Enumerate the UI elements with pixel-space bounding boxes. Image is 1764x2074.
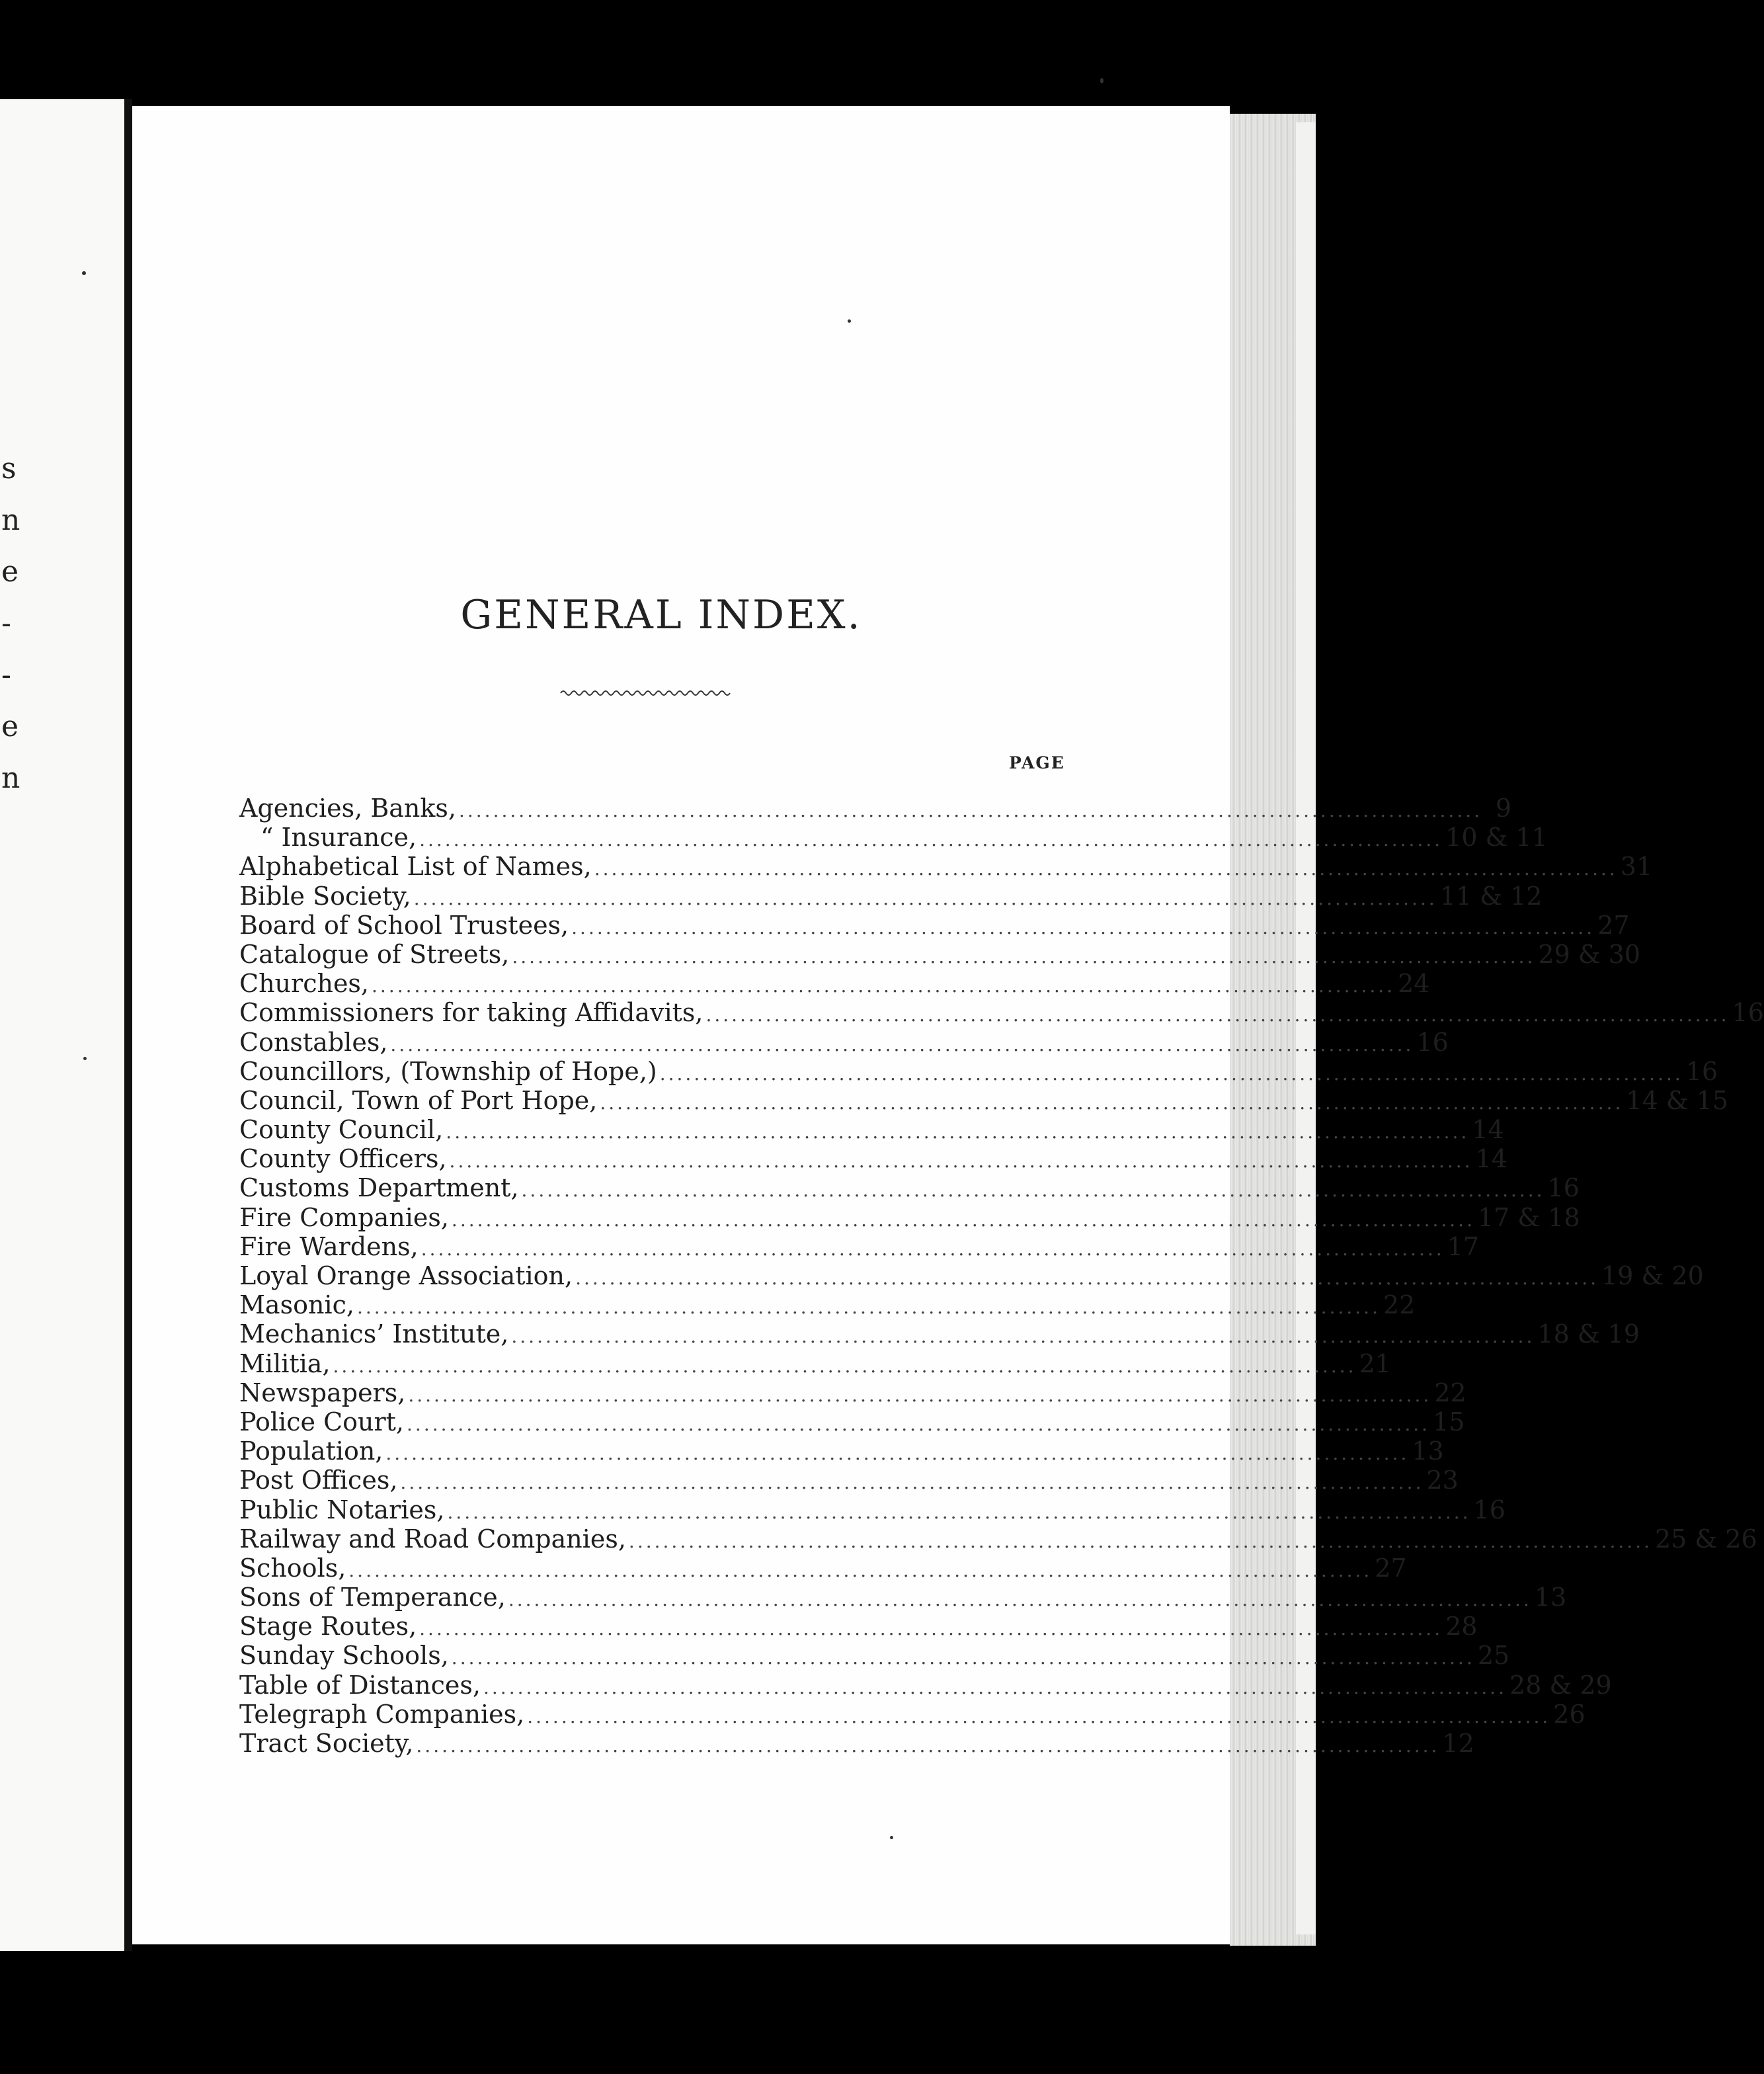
dot-leader: ........................................................................................................................ (356, 1296, 1381, 1319)
index-entry-label: Public Notaries, (239, 1495, 445, 1524)
index-entry-label: Alphabetical List of Names, (239, 852, 592, 882)
index-entry-page: 13 (1412, 1436, 1444, 1466)
index-entry-page: 22 (1434, 1378, 1466, 1407)
index-entry-label: Agencies, Banks, (239, 794, 456, 823)
index-entry-label: “ Insurance, (261, 823, 417, 852)
index-entry (239, 1670, 1612, 1700)
index-entry-label: Table of Distances, (239, 1670, 481, 1700)
index-entry-label: Post Offices, (239, 1466, 398, 1495)
index-entry-page: 12 (1442, 1729, 1474, 1758)
index-entry-label: Council, Town of Port Hope, (239, 1085, 598, 1115)
index-entry-label: Bible Society, (239, 881, 411, 911)
index-entry-page: 28 (1445, 1612, 1478, 1641)
index-entry (239, 1231, 1480, 1261)
dot-leader: ........................................................................................................................ (419, 1618, 1443, 1640)
dot-leader: ........................................................................................................................ (390, 1033, 1414, 1056)
index-entry-page: 26 (1553, 1699, 1585, 1729)
page-title: GENERAL INDEX. (460, 592, 862, 638)
dot-leader: ........................................................................................................................ (416, 1735, 1440, 1757)
index-entry (239, 1319, 1640, 1349)
index-entry-page: 16 (1547, 1173, 1580, 1203)
dot-leader: ........................................................................................................................ (400, 1472, 1424, 1494)
index-entry-label: Catalogue of Streets, (239, 939, 510, 969)
index-entry (239, 910, 1630, 940)
scan-speck (890, 1836, 893, 1839)
index-entry-label: Police Court, (239, 1407, 405, 1436)
index-entry (239, 1144, 1507, 1174)
index-entry (239, 1115, 1504, 1145)
index-entry (239, 1085, 1729, 1115)
index-entry (239, 969, 1430, 999)
index-entry-page: 28 & 29 (1509, 1670, 1612, 1700)
index-entry-page: 14 (1475, 1144, 1507, 1174)
index-entry-label: Population, (239, 1436, 383, 1466)
index-entry (239, 881, 1543, 911)
left-page-fragment: e (1, 555, 19, 589)
index-entry-label: Militia, (239, 1348, 331, 1378)
index-entry-label: Stage Routes, (239, 1612, 417, 1641)
index-entry-label: Tract Society, (239, 1729, 414, 1758)
index-entry (239, 1612, 1478, 1641)
dot-leader: ........................................................................................................................ (449, 1150, 1473, 1173)
dot-leader: ........................................................................................................................ (521, 1179, 1545, 1202)
page-column-heading: PAGE (1009, 753, 1065, 772)
index-entry (239, 998, 1764, 1028)
index-entry (239, 1553, 1407, 1583)
index-entry-label: Newspapers, (239, 1378, 406, 1407)
index-entry-page: 13 (1534, 1583, 1567, 1612)
left-page-fragment: s (1, 452, 17, 485)
dot-leader: ........................................................................................................................ (571, 916, 1595, 938)
index-entry-label: Schools, (239, 1553, 346, 1583)
index-entry-label: County Council, (239, 1115, 444, 1145)
index-entry-label: Fire Companies, (239, 1202, 449, 1232)
dot-leader: ........................................................................................................................ (407, 1413, 1431, 1435)
index-entry (239, 1583, 1567, 1612)
left-page-fragment: n (1, 503, 20, 537)
book-gutter (124, 99, 132, 1951)
dot-leader: ........................................................................................................................ (594, 858, 1618, 880)
index-entry-page: 14 (1472, 1115, 1504, 1145)
index-entry-label: Councillors, (Township of Hope,) (239, 1056, 657, 1086)
scan-speck (1100, 78, 1103, 83)
index-entry-page: 27 (1375, 1553, 1407, 1583)
dot-leader: ........................................................................................................................ (483, 1676, 1507, 1698)
index-entry-page: 15 (1433, 1407, 1465, 1436)
index-entry (239, 794, 1512, 823)
index-entry (239, 852, 1653, 882)
index-list (239, 794, 1764, 1758)
index-entry-page: 16 (1416, 1027, 1449, 1057)
index-entry-label: Fire Wardens, (239, 1231, 419, 1261)
index-entry (239, 1524, 1757, 1554)
dot-leader: ........................................................................................................................ (458, 800, 1483, 821)
index-entry-page: 25 & 26 (1654, 1524, 1757, 1554)
dot-leader: ........................................................................................................................ (527, 1705, 1551, 1727)
left-page-fragment: n (1, 761, 20, 795)
index-entry (239, 1173, 1580, 1203)
dot-leader: ........................................................................................................................ (600, 1091, 1624, 1114)
dot-leader: ........................................................................................................................ (451, 1647, 1475, 1669)
index-entry-page: 25 (1477, 1641, 1510, 1671)
dot-leader: ........................................................................................................................ (705, 1004, 1730, 1026)
index-entry (239, 1378, 1466, 1407)
index-entry (239, 823, 1548, 852)
index-entry-label: Commissioners for taking Affidavits, (239, 998, 703, 1028)
index-entry-page: 31 (1620, 852, 1653, 882)
left-page-fragment: e (1, 710, 19, 743)
index-entry-page: 19 & 20 (1601, 1261, 1704, 1290)
index-entry-label: Sunday Schools, (239, 1641, 449, 1671)
scan-speck (848, 319, 851, 323)
left-page-text-fragments (1, 443, 28, 804)
dot-leader: ........................................................................................................................ (333, 1354, 1357, 1377)
dot-leader: ........................................................................................................................ (508, 1589, 1532, 1611)
dot-leader: ........................................................................................................................ (511, 1325, 1535, 1348)
index-entry (239, 1466, 1459, 1495)
index-entry (239, 1407, 1465, 1436)
dot-leader: ........................................................................................................................ (446, 1121, 1470, 1143)
index-entry (239, 1348, 1391, 1378)
dot-leader: ........................................................................................................................ (408, 1384, 1432, 1406)
index-entry-label: Loyal Orange Association, (239, 1261, 573, 1290)
index-entry (239, 1641, 1510, 1671)
index-entry-label: Railway and Road Companies, (239, 1524, 626, 1554)
dot-leader: ........................................................................................................................ (413, 887, 1437, 909)
index-entry-label: Masonic, (239, 1290, 354, 1320)
index-entry-page: 29 & 30 (1538, 939, 1641, 969)
index-entry-page: 21 (1359, 1348, 1391, 1378)
left-page-fragment: - (1, 606, 11, 640)
dot-leader: ........................................................................................................................ (451, 1208, 1475, 1231)
index-entry (239, 1729, 1474, 1758)
index-entry (239, 1202, 1580, 1232)
dot-leader: ........................................................................................................................ (372, 975, 1396, 997)
index-entry-page: 10 & 11 (1445, 823, 1548, 852)
index-entry-page: 22 (1383, 1290, 1416, 1320)
index-entry (239, 1056, 1718, 1086)
index-entry-page: 9 (1495, 794, 1512, 823)
index-entry (239, 1261, 1704, 1290)
left-page-fragment: - (1, 658, 11, 692)
dot-leader: ........................................................................................................................ (421, 1237, 1445, 1260)
dot-leader: ........................................................................................................................ (659, 1062, 1683, 1085)
index-entry (239, 1436, 1444, 1466)
index-entry-label: County Officers, (239, 1144, 447, 1174)
index-entry-label: Churches, (239, 969, 370, 999)
index-entry-label: Mechanics’ Institute, (239, 1319, 509, 1349)
scan-speck (83, 1057, 87, 1060)
left-facing-page (0, 99, 124, 1951)
index-entry-label: Customs Department, (239, 1173, 519, 1203)
scan-speck (82, 271, 86, 275)
dot-leader: ........................................................................................................................ (512, 945, 1536, 968)
dot-leader: ........................................................................................................................ (385, 1442, 1410, 1465)
index-entry-label: Sons of Temperance, (239, 1583, 506, 1612)
index-entry (239, 1027, 1449, 1057)
index-entry-label: Board of School Trustees, (239, 910, 569, 940)
index-entry-page: 14 & 15 (1626, 1085, 1729, 1115)
index-entry (239, 1495, 1505, 1524)
dot-leader: ........................................................................................................................ (419, 829, 1443, 851)
ornamental-rule (561, 688, 730, 698)
index-entry-page: 23 (1426, 1466, 1459, 1495)
index-entry-page: 17 (1447, 1231, 1480, 1261)
index-entry-page: 11 & 12 (1439, 881, 1543, 911)
index-entry-page: 16 (1473, 1495, 1505, 1524)
dot-leader: ........................................................................................................................ (447, 1501, 1471, 1523)
index-entry-page: 16 (1685, 1056, 1718, 1086)
index-entry (239, 1290, 1416, 1320)
index-entry (239, 939, 1641, 969)
index-entry-page: 17 & 18 (1477, 1202, 1580, 1232)
index-entry-page: 16 (1732, 998, 1764, 1028)
dot-leader: ........................................................................................................................ (348, 1559, 1373, 1581)
index-entry (239, 1699, 1585, 1729)
index-entry-label: Telegraph Companies, (239, 1699, 525, 1729)
index-entry-page: 27 (1597, 910, 1630, 940)
dot-leader: ........................................................................................................................ (575, 1267, 1599, 1289)
index-entry-page: 24 (1398, 969, 1430, 999)
index-entry-label: Constables, (239, 1027, 388, 1057)
dot-leader: ........................................................................................................................ (628, 1530, 1652, 1552)
index-entry-page: 18 & 19 (1537, 1319, 1640, 1349)
